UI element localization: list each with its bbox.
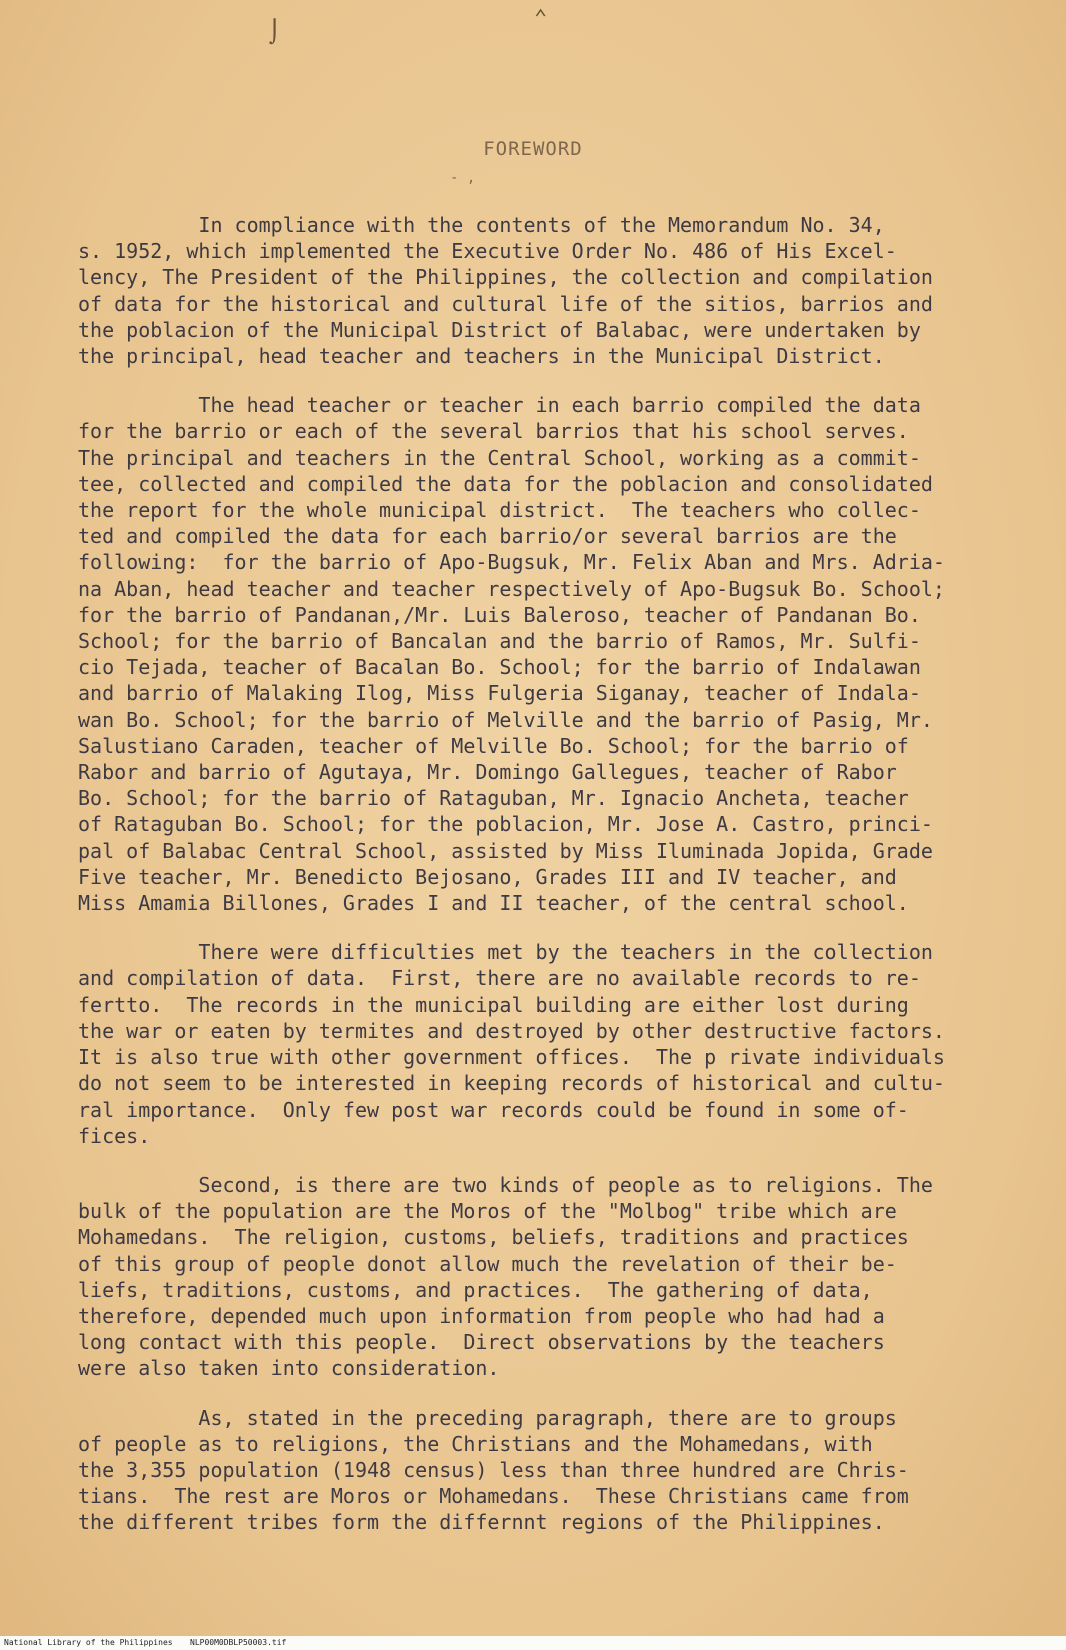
text-line: of data for the historical and cultural life of the sitios, barrios and — [78, 291, 933, 316]
text-line: tians. The rest are Moros or Mohamedans. These Christians came from — [78, 1484, 909, 1509]
document-body — [78, 212, 1008, 1559]
text-line: fices. — [78, 1123, 151, 1148]
text-line: for the barrio or each of the several barrios that his school serves. — [78, 419, 909, 444]
text-line: ral importance. Only few post war records could be found in some of- — [78, 1097, 909, 1122]
text-line: and compilation of data. First, there are no available records to re- — [78, 966, 921, 991]
footer-library: National Library of the Philippines — [4, 1638, 173, 1647]
text-line: of people as to religions, the Christians and the Mohamedans, with — [78, 1431, 873, 1456]
text-line: do not seem to be interested in keeping records of historical and cultu- — [78, 1071, 945, 1096]
text-line: the report for the whole municipal district. The teachers who collec- — [78, 498, 921, 523]
text-line: were also taken into consideration. — [78, 1356, 500, 1381]
scan-footer — [0, 1636, 1066, 1650]
paragraph-1 — [78, 212, 1008, 369]
text-line: the 3,355 population (1948 census) less than three hundred are Chris- — [78, 1457, 909, 1482]
text-line: Five teacher, Mr. Benedicto Bejosano, Grades III and IV teacher, and — [78, 864, 897, 889]
text-line: Second, is there are two kinds of people as to religions. The — [78, 1172, 933, 1197]
text-line: tee, collected and compiled the data for the poblacion and consolidated — [78, 471, 933, 496]
paragraph-5 — [78, 1405, 1008, 1536]
text-line: s. 1952, which implemented the Executive Order No. 486 of His Excel- — [78, 239, 897, 264]
text-line: Mohamedans. The religion, customs, beliefs, traditions and practices — [78, 1225, 909, 1250]
text-line: the different tribes form the differnnt regions of the Philippines. — [78, 1510, 885, 1535]
page-title: FOREWORD — [483, 138, 583, 160]
text-line: the poblacion of the Municipal District of Balabac, were undertaken by — [78, 317, 921, 342]
text-line: therefore, depended much upon information from people who had had a — [78, 1303, 885, 1328]
text-line: long contact with this people. Direct observations by the teachers — [78, 1330, 885, 1355]
footer-filename: NLP00M0DBLP50003.tif — [190, 1638, 287, 1647]
text-line: the war or eaten by termites and destroyed by other destructive factors. — [78, 1018, 945, 1043]
text-line: School; for the barrio of Bancalan and the barrio of Ramos, Mr. Sulfi- — [78, 629, 921, 654]
text-line: Rabor and barrio of Agutaya, Mr. Domingo Gallegues, teacher of Rabor — [78, 760, 897, 785]
corner-mark: ⌃ — [534, 6, 548, 31]
text-line: following: for the barrio of Apo-Bugsuk, Mr. Felix Aban and Mrs. Adria- — [78, 550, 945, 575]
paragraph-4 — [78, 1172, 1008, 1382]
text-line: There were difficulties met by the teachers in the collection — [78, 940, 933, 965]
text-line: lency, The President of the Philippines, the collection and compilation — [78, 265, 933, 290]
text-line: Miss Amamia Billones, Grades I and II teacher, of the central school. — [78, 891, 909, 916]
text-line: of Rataguban Bo. School; for the poblacion, Mr. Jose A. Castro, princi- — [78, 812, 933, 837]
text-line: for the barrio of Pandanan,/Mr. Luis Baleroso, teacher of Pandanan Bo. — [78, 602, 921, 627]
paragraph-3 — [78, 939, 1008, 1149]
text-line: fertto. The records in the municipal building are either lost during — [78, 992, 909, 1017]
text-line: As, stated in the preceding paragraph, there are to groups — [78, 1405, 897, 1430]
text-line: pal of Balabac Central School, assisted by Miss Iluminada Jopida, Grade — [78, 838, 933, 863]
title-marks: - , — [450, 170, 476, 186]
text-line: the principal, head teacher and teachers in the Municipal District. — [78, 344, 885, 369]
text-line: The head teacher or teacher in each barrio compiled the data — [78, 393, 921, 418]
text-line: The principal and teachers in the Central School, working as a commit- — [78, 445, 921, 470]
text-line: cio Tejada, teacher of Bacalan Bo. School; for the barrio of Indalawan — [78, 655, 921, 680]
text-line: liefs, traditions, customs, and practices. The gathering of data, — [78, 1277, 873, 1302]
text-line: bulk of the population are the Moros of the "Molbog" tribe which are — [78, 1199, 897, 1224]
text-line: of this group of people donot allow much the revelation of their be- — [78, 1251, 897, 1276]
text-line: wan Bo. School; for the barrio of Melville and the barrio of Pasig, Mr. — [78, 707, 933, 732]
pencil-mark: ⌡ — [268, 20, 282, 45]
text-line: Salustiano Caraden, teacher of Melville Bo. School; for the barrio of — [78, 733, 909, 758]
text-line: Bo. School; for the barrio of Rataguban, Mr. Ignacio Ancheta, teacher — [78, 786, 909, 811]
text-line: and barrio of Malaking Ilog, Miss Fulgeria Siganay, teacher of Indala- — [78, 681, 921, 706]
text-line: na Aban, head teacher and teacher respectively of Apo-Bugsuk Bo. School; — [78, 576, 945, 601]
text-line: In compliance with the contents of the Memorandum No. 34, — [78, 213, 885, 237]
text-line: ted and compiled the data for each barrio/or several barrios are the — [78, 524, 897, 549]
text-line: It is also true with other government offices. The p rivate individuals — [78, 1045, 945, 1070]
paragraph-2 — [78, 392, 1008, 916]
